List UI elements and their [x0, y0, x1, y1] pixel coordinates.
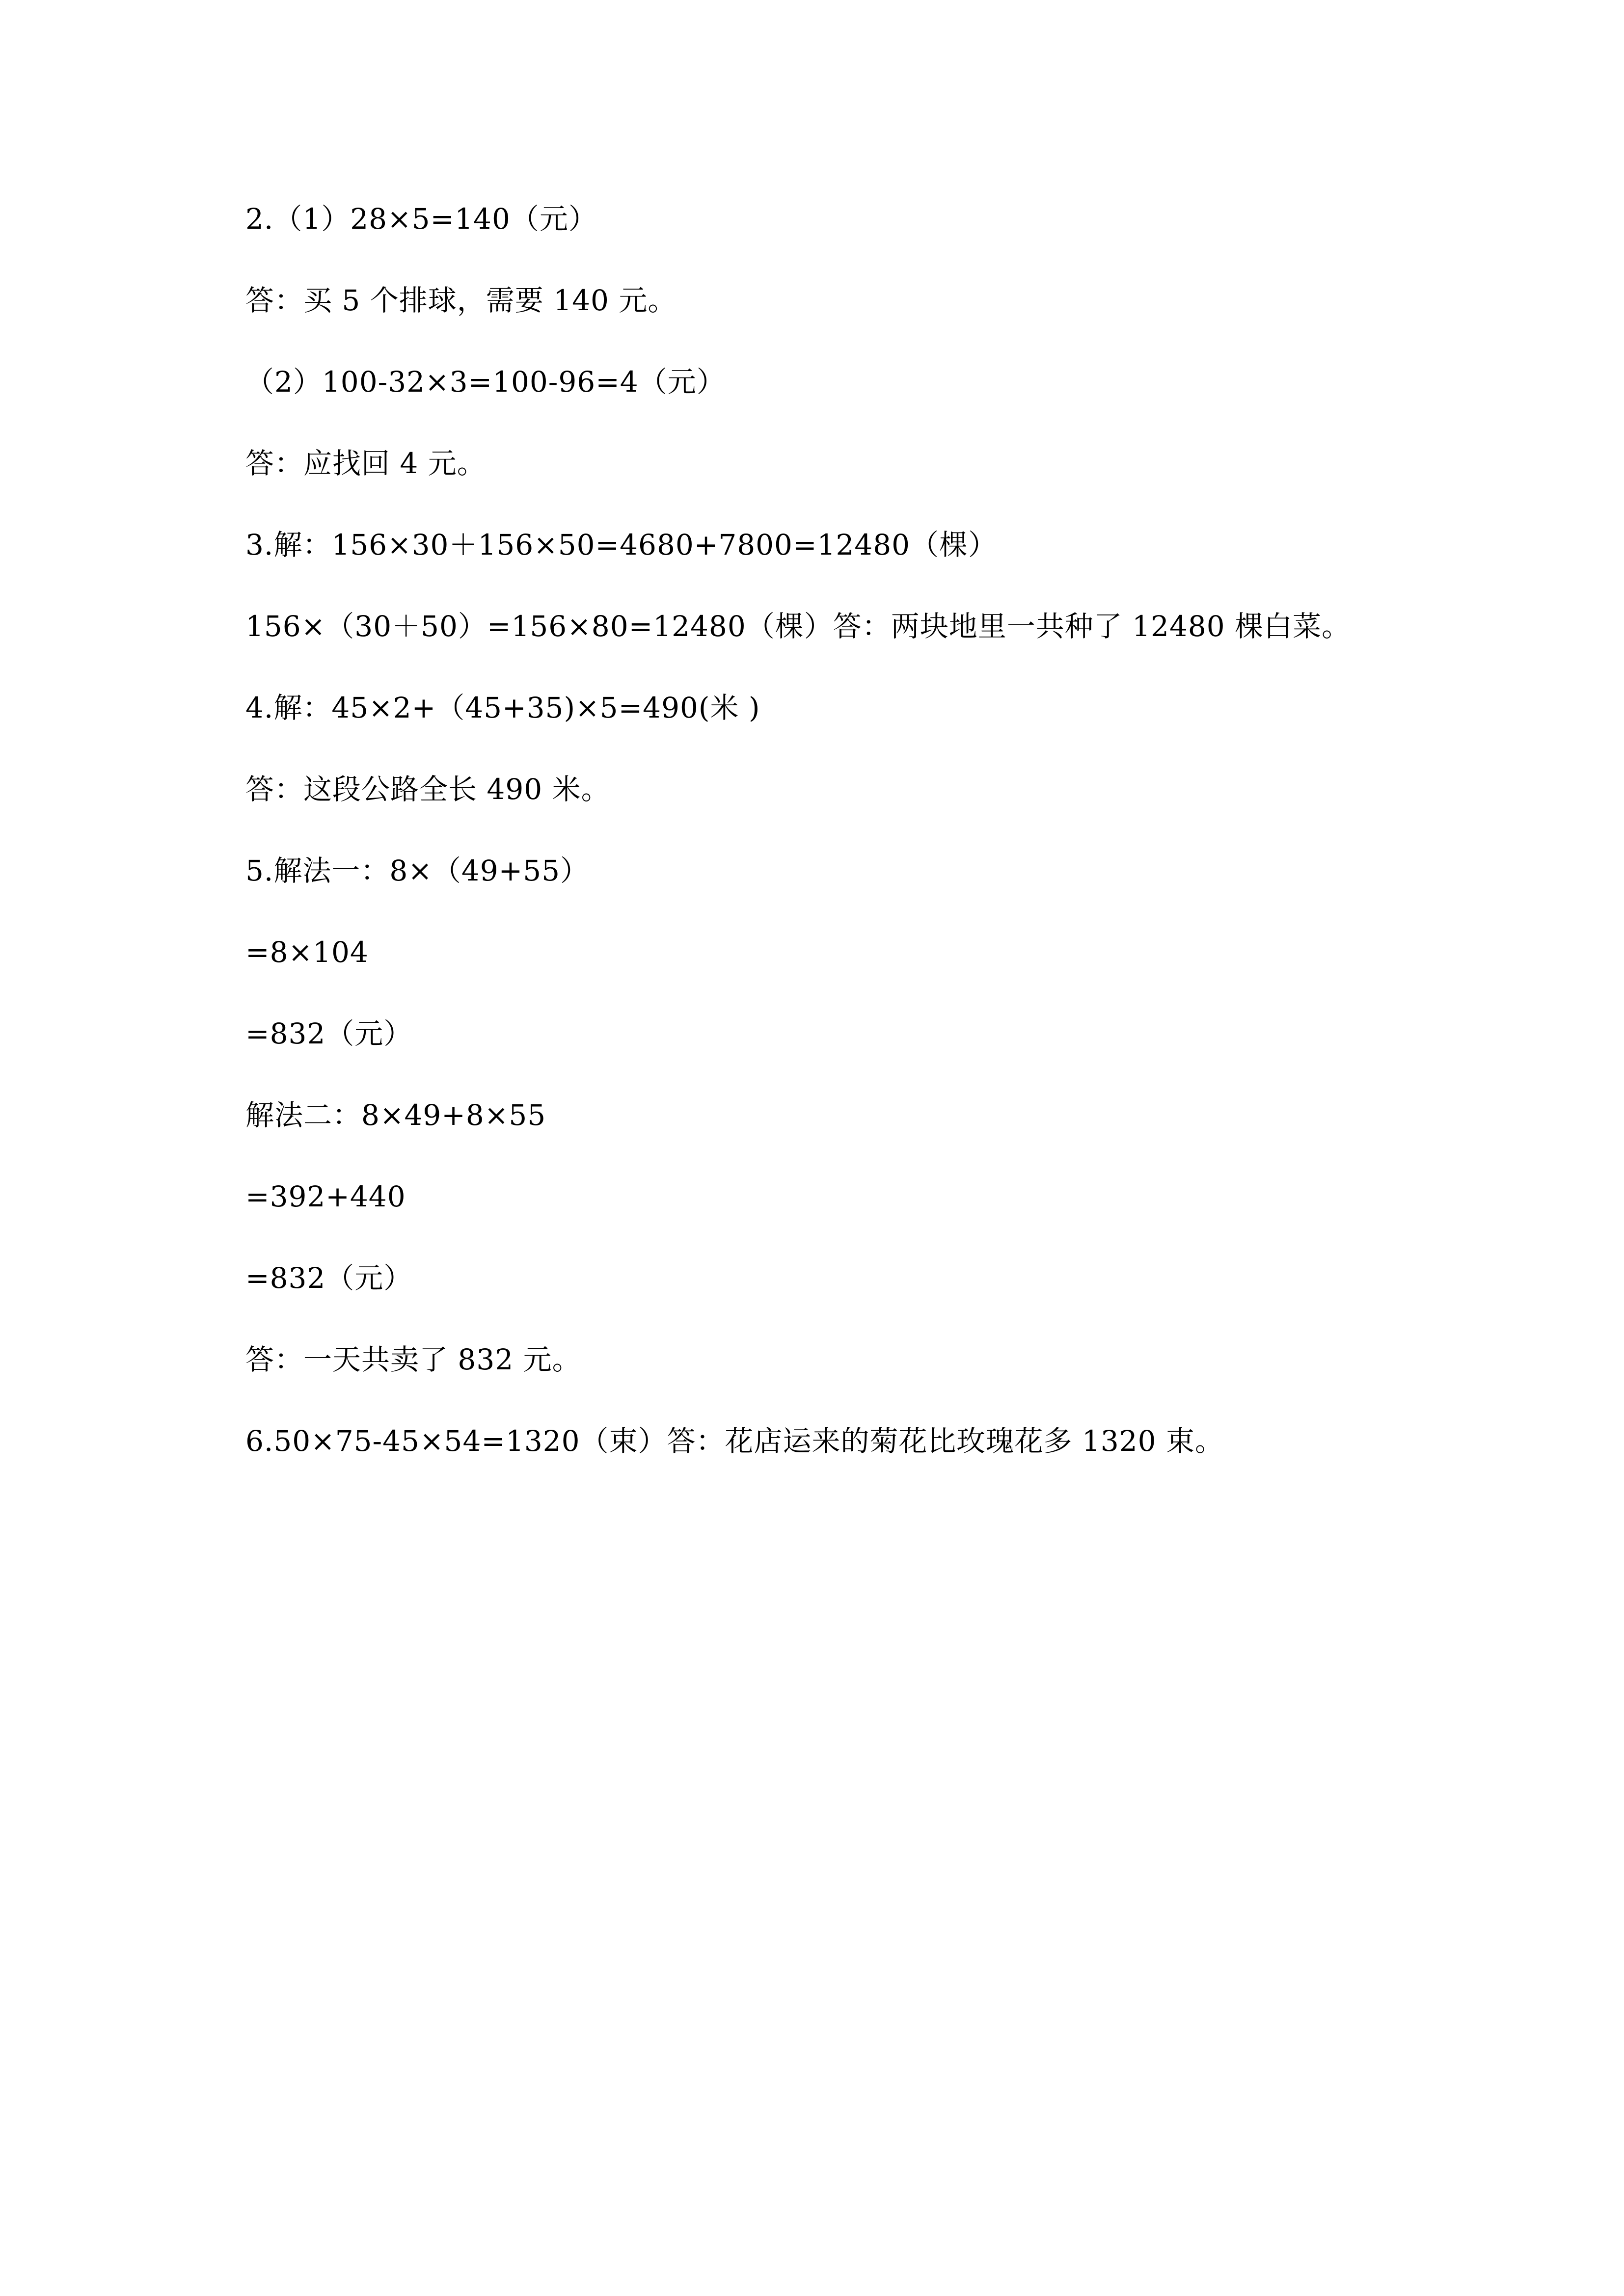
text-line: 4.解：45×2+（45+35)×5=490(米 )	[245, 691, 760, 724]
text-line: =392+440	[245, 1180, 406, 1213]
text-line: 6.50×75-45×54=1320（束）答：花店运来的菊花比玫瑰花多 1320 束。	[245, 1424, 1224, 1458]
text-line: 解法二：8×49+8×55	[245, 1098, 546, 1132]
text-line: =8×104	[245, 935, 369, 969]
text-line: 答：应找回 4 元。	[245, 447, 486, 480]
text-line: 答：这段公路全长 490 米。	[245, 773, 610, 806]
text-line: 156×（30＋50）=156×80=12480（棵）答：两块地里一共种了 12480 棵白菜。	[245, 610, 1351, 643]
text-line: 3.解：156×30＋156×50=4680+7800=12480（棵）	[245, 528, 998, 561]
text-line: 2.（1）28×5=140（元）	[245, 202, 597, 236]
text-line: =832（元）	[245, 1017, 413, 1050]
text-line: 5.解法一：8×（49+55）	[245, 854, 590, 887]
text-line: 答：一天共卖了 832 元。	[245, 1343, 581, 1376]
text-line: =832（元）	[245, 1261, 413, 1295]
text-line: 答：买 5 个排球，需要 140 元。	[245, 284, 677, 317]
text-line: （2）100-32×3=100-96=4（元）	[245, 365, 726, 399]
